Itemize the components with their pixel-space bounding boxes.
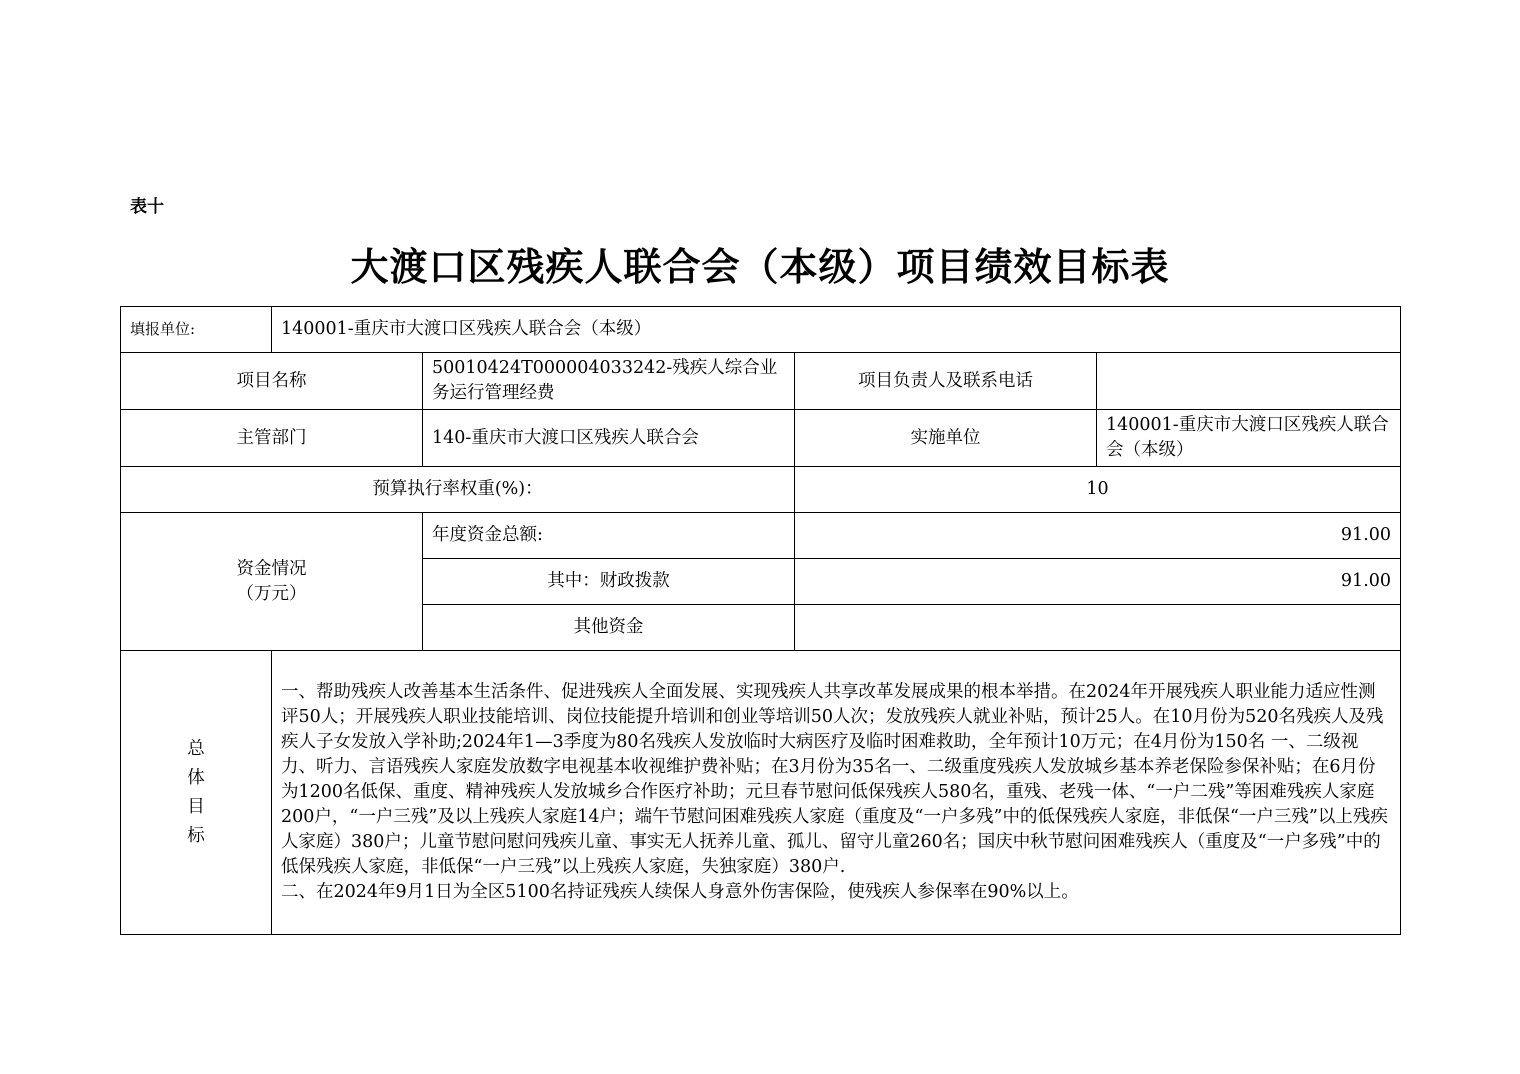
other-funds-value xyxy=(795,605,1401,651)
fiscal-allocation-label: 其中：财政拨款 xyxy=(423,559,795,605)
performance-target-table xyxy=(120,306,1401,935)
filler-unit-value: 140001-重庆市大渡口区残疾人联合会（本级） xyxy=(272,307,1401,353)
contact-value xyxy=(1097,353,1401,410)
goal-label-char: 目 xyxy=(187,796,205,817)
table-row xyxy=(121,307,1401,353)
funds-label-title: 资金情况 xyxy=(236,558,307,579)
fiscal-allocation-value: 91.00 xyxy=(795,559,1401,605)
filler-unit-label: 填报单位: xyxy=(121,307,272,353)
implementing-unit-value: 140001-重庆市大渡口区残疾人联合会（本级） xyxy=(1097,410,1401,467)
funds-label xyxy=(121,513,423,651)
goal-label-char: 体 xyxy=(187,767,205,788)
supervising-dept-value: 140-重庆市大渡口区残疾人联合会 xyxy=(423,410,795,467)
document-title: 大渡口区残疾人联合会（本级）项目绩效目标表 xyxy=(350,245,1170,289)
project-name-value: 50010424T000004033242-残疾人综合业务运行管理经费 xyxy=(423,353,795,410)
overall-goal-label xyxy=(121,651,272,935)
goal-paragraph: 一、帮助残疾人改善基本生活条件、促进残疾人全面发展、实现残疾人共享改革发展成果的根本举措。在2024年开展残疾人职业能力适应性测评50人；开展残疾人职业技能培训、岗位技能提升培训和创业等培训50人次；发放残疾人就业补贴，预计25人。在10月份为520名残疾人及残疾人子女发放入学补助;2024年1—3季度为80名残疾人发放临时大病医疗及临时困难救助，全年预计10万元；在4月份为150名 一、二级视力、听力、言语残疾人家庭发放数字电视基本收视维护费补贴；在3月份为35名一、二级重度残疾人发放城乡基本养老保险参保补贴；在6月份为1200名低保、重度、精神残疾人发放城乡合作医疗补助；元旦春节慰问低保残疾人580名，重残、老残一体、“一户二残”等困难残疾人家庭200户，“一户三残”及以上残疾人家庭14户；端午节慰问困难残疾人家庭（重度及“一户多残”中的低保残疾人家庭，非低保“一户三残”以上残疾人家庭）380户；儿童节慰问慰问残疾儿童、事实无人抚养儿童、孤儿、留守儿童260名；国庆中秋节慰问困难残疾人（重度及“一户多残”中的低保残疾人家庭，非低保“一户三残”以上残疾人家庭，失独家庭）380户. xyxy=(281,682,1388,877)
table-row xyxy=(121,513,1401,559)
project-name-label: 项目名称 xyxy=(121,353,423,410)
table-number-label: 表十 xyxy=(130,197,164,217)
annual-total-label: 年度资金总额: xyxy=(423,513,795,559)
other-funds-label: 其他资金 xyxy=(423,605,795,651)
table-row xyxy=(121,353,1401,410)
table-row xyxy=(121,410,1401,467)
table-row xyxy=(121,467,1401,513)
overall-goal-content xyxy=(272,651,1401,935)
annual-total-value: 91.00 xyxy=(795,513,1401,559)
funds-label-unit: （万元） xyxy=(236,583,307,604)
budget-weight-value: 10 xyxy=(795,467,1401,513)
implementing-unit-label: 实施单位 xyxy=(795,410,1097,467)
budget-weight-label: 预算执行率权重(%)： xyxy=(121,467,795,513)
goal-label-char: 总 xyxy=(187,738,205,759)
contact-label: 项目负责人及联系电话 xyxy=(795,353,1097,410)
goal-label-char: 标 xyxy=(187,825,205,846)
supervising-dept-label: 主管部门 xyxy=(121,410,423,467)
table-row xyxy=(121,651,1401,935)
goal-paragraph: 二、在2024年9月1日为全区5100名持证残疾人续保人身意外伤害保险，使残疾人参保率在90%以上。 xyxy=(281,882,1079,902)
